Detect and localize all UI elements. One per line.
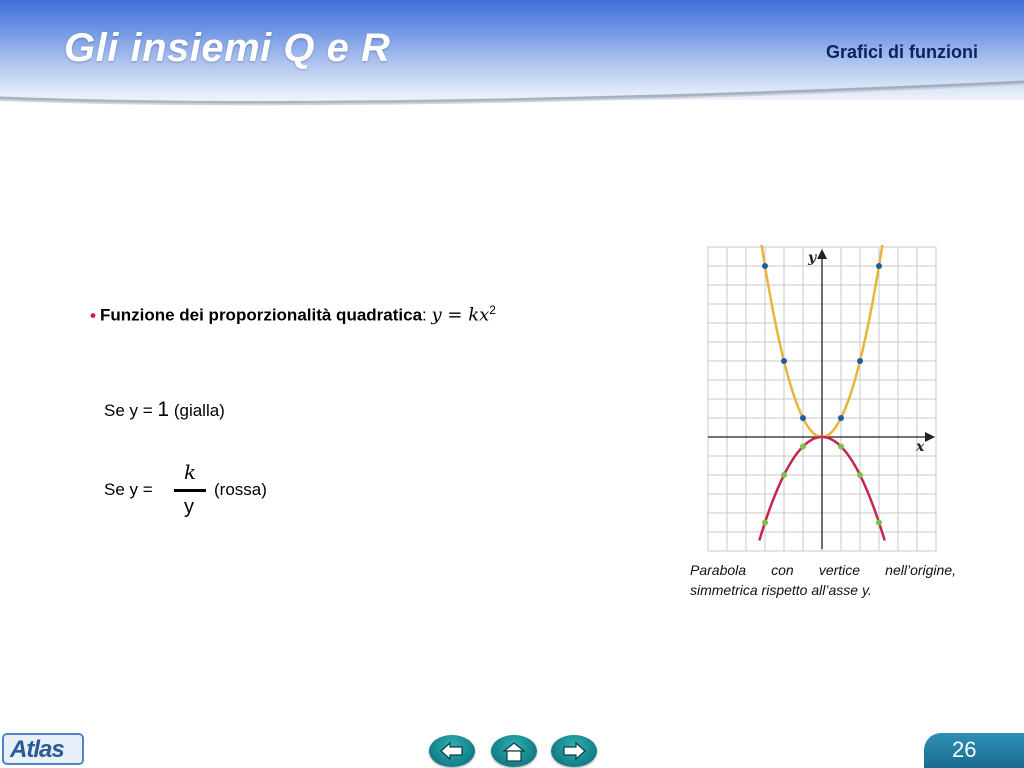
app-title: Gli insiemi Q e R (64, 26, 391, 70)
y-axis-label: y (808, 250, 817, 266)
arrow-left-icon (440, 741, 464, 761)
case-red-label (104, 480, 153, 500)
red-curve-point (838, 444, 844, 450)
fraction-denominator: y (184, 496, 194, 518)
yellow-curve-point (762, 263, 768, 269)
slide-header (0, 0, 1024, 110)
x-axis-label: x (916, 439, 925, 455)
home-button[interactable] (491, 735, 537, 767)
red-curve-point (857, 472, 863, 478)
fraction-numerator: k (184, 460, 197, 484)
yellow-curve-point (876, 263, 882, 269)
red-curve-point (800, 444, 806, 450)
case-yellow-prefix: Se (104, 401, 130, 420)
yellow-curve-point (800, 415, 806, 421)
yellow-curve-point (857, 358, 863, 364)
page-number-badge (924, 733, 1024, 768)
case-red (104, 460, 364, 530)
red-curve-point (876, 520, 882, 526)
case-yellow-var: y = (129, 401, 158, 420)
case-red-prefix: Se (104, 480, 130, 499)
case-red-var: y = (129, 480, 153, 499)
forward-button[interactable] (551, 735, 597, 767)
y-axis-arrow (817, 249, 827, 259)
formula-exponent: 2 (489, 303, 496, 317)
header-swoosh (0, 78, 1024, 110)
page-number: 26 (952, 737, 977, 762)
arrow-right-icon (562, 741, 586, 761)
back-button[interactable] (429, 735, 475, 767)
yellow-curve-point (781, 358, 787, 364)
graph-caption: Parabola con vertice nell’origine, simmetrica rispetto all’asse y. (690, 562, 956, 598)
bullet-dot: • (90, 305, 96, 325)
case-yellow-value: 1 (157, 398, 170, 421)
atlas-logo (2, 733, 84, 765)
logo-text: Atlas (10, 736, 64, 763)
fraction-bar (174, 489, 206, 492)
section-title: Grafici di funzioni (826, 42, 978, 62)
x-axis-arrow (925, 432, 935, 442)
case-yellow-note: (gialla) (173, 401, 225, 420)
home-icon (502, 741, 526, 763)
case-yellow (104, 398, 225, 422)
bullet-colon: : (422, 305, 427, 325)
formula-base: y = kx (431, 304, 490, 326)
parabola-graph (706, 245, 938, 553)
bullet-label: Funzione dei proporzionalità quadratica (99, 305, 423, 325)
bullet-function-definition (90, 303, 496, 326)
red-curve-point (762, 520, 768, 526)
yellow-curve-point (838, 415, 844, 421)
case-red-note: (rossa) (214, 480, 267, 499)
red-curve-point (781, 472, 787, 478)
